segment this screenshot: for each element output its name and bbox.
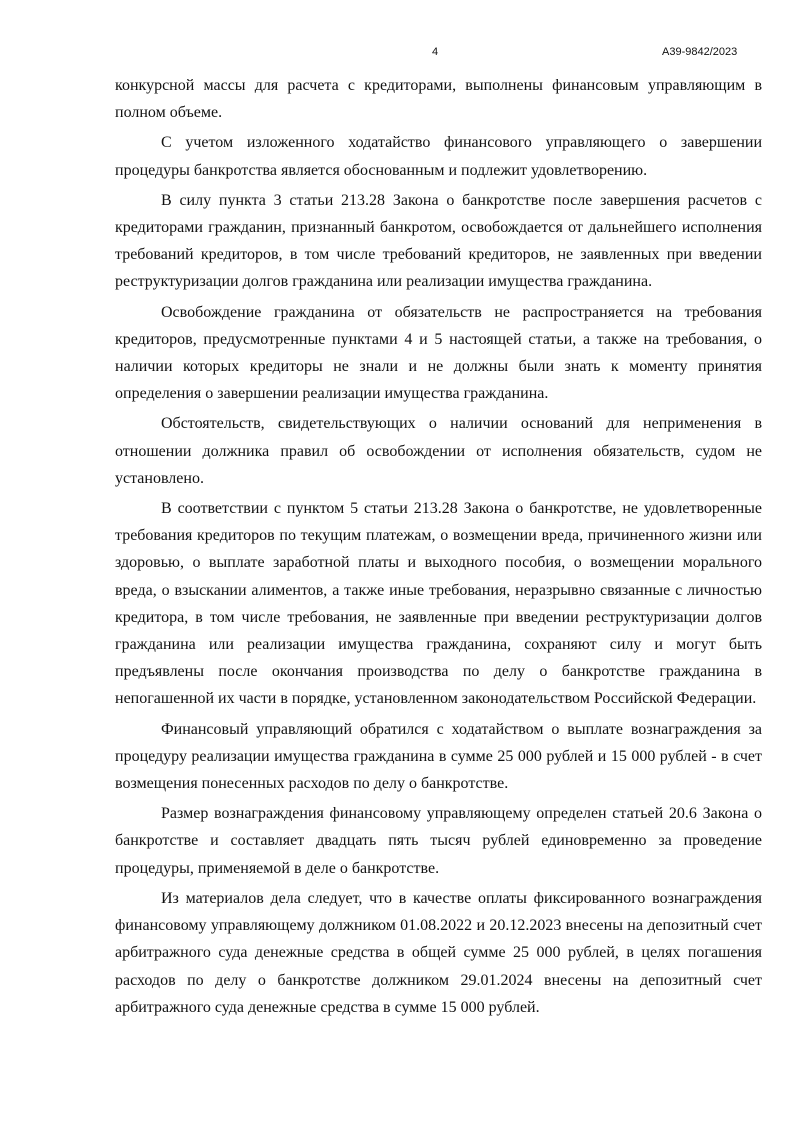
- paragraph-3: В силу пункта 3 статьи 213.28 Закона о банкротстве после завершения расчетов с кредиторами гражданин, признанный банкротом, освобождается от дальнейшего исполнения требований кредиторов, в том числе требований кредиторов, не заявленных при введении реструктуризации долгов гражданина или реализации имущества гражданина.: [115, 191, 762, 291]
- paragraph-8: Размер вознаграждения финансовому управляющему определен статьей 20.6 Закона о банкротстве и составляет двадцать пять тысяч рублей единовременно за проведение процедуры, применяемой в деле о банкротстве.: [115, 805, 762, 877]
- paragraph-2: С учетом изложенного ходатайство финансового управляющего о завершении процедуры банкротства является обоснованным и подлежит удовлетворению.: [115, 134, 762, 179]
- paragraph-4: Освобождение гражданина от обязательств не распространяется на требования кредиторов, предусмотренные пунктами 4 и 5 настоящей статьи, а также на требования, о наличии которых кредиторы не знали и не должны были знать к моменту принятия определения о завершении реализации имущества гражданина.: [115, 303, 762, 403]
- paragraph-7: Финансовый управляющий обратился с ходатайством о выплате вознаграждения за процедуру реализации имущества гражданина в сумме 25 000 рублей и 15 000 рублей - в счет возмещения понесенных расходов по делу о банкротстве.: [115, 720, 762, 793]
- paragraph-9: Из материалов дела следует, что в качестве оплаты фиксированного вознаграждения финансовому управляющему должником 01.08.2022 и 20.12.2023 внесены на депозитный счет арбитражного суда денежные средства в общей сумме 25 000 рублей, в целях погашения расходов по делу о банкротстве должником 29.01.2024 внесены на депозитный счет арбитражного суда денежные средства в сумме 15 000 рублей.: [115, 889, 762, 1016]
- paragraph-6: В соответствии с пунктом 5 статьи 213.28 Закона о банкротстве, не удовлетворенные требования кредиторов по текущим платежам, о возмещении вреда, причиненного жизни или здоровью, о выплате заработной платы и выходного пособия, о возмещении морального вреда, о взыскании алиментов, а также иные требования, неразрывно связанные с личностью кредитора, в том числе требования, не заявленные при введении реструктуризации долгов гражданина или реализации имущества гражданина, сохраняют силу и могут быть предъявлены после окончания производства по делу о банкротстве гражданина в непогашенной их части в порядке, установленном законодательством Российской Федерации.: [115, 500, 762, 708]
- document-body: [115, 72, 762, 1024]
- paragraph-1: конкурсной массы для расчета с кредиторами, выполнены финансовым управляющим в полном объеме.: [115, 77, 762, 122]
- page-number: 4: [432, 46, 439, 58]
- case-number: А39-9842/2023: [662, 46, 738, 58]
- paragraph-5: Обстоятельств, свидетельствующих о наличии оснований для неприменения в отношении должника правил об освобождении от исполнения обязательств, судом не установлено.: [115, 415, 762, 487]
